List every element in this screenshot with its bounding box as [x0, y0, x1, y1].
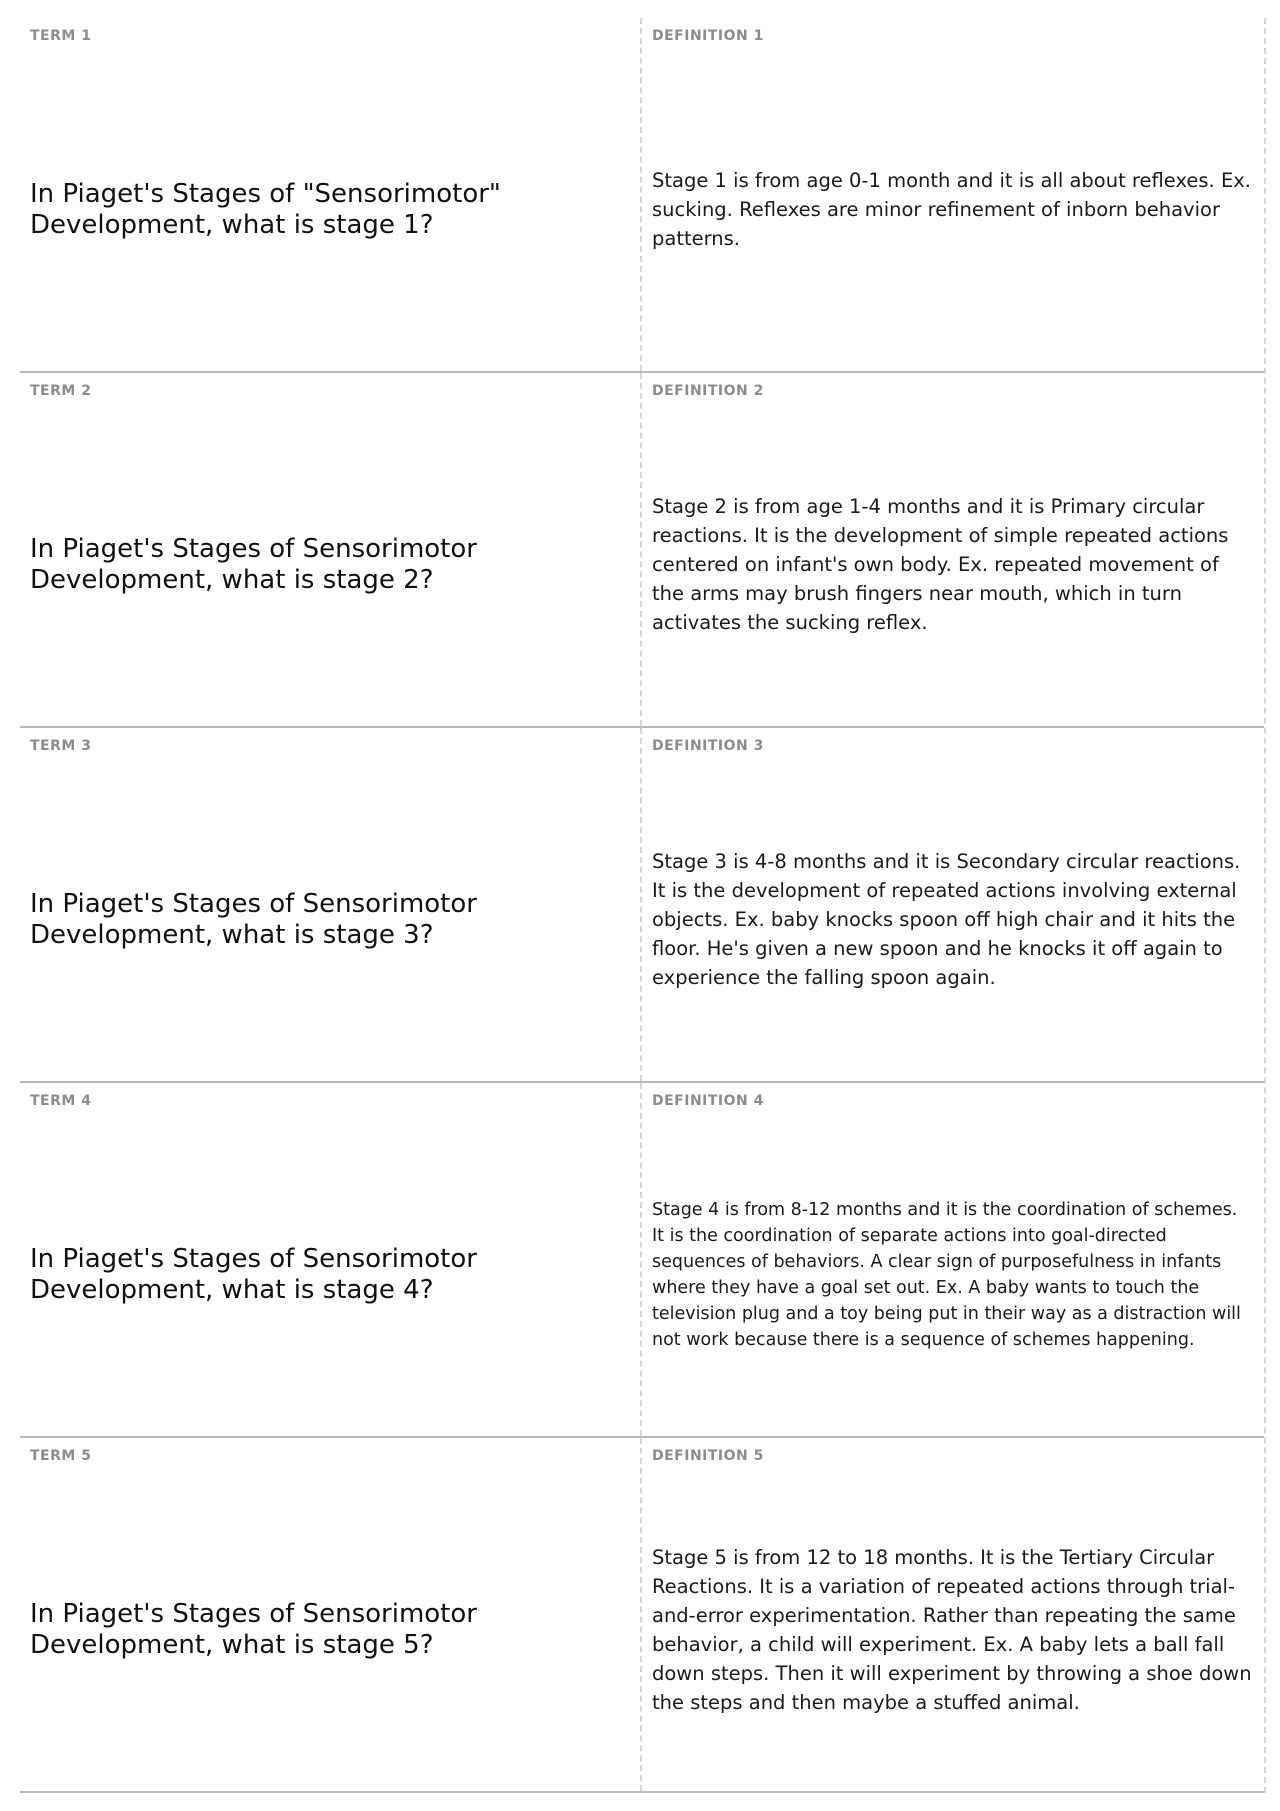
term-cell	[20, 1438, 642, 1791]
term-label: TERM 5	[30, 1448, 92, 1464]
term-text: In Piaget's Stages of Sensorimotor Development, what is stage 5?	[30, 1598, 477, 1660]
term-cell	[20, 18, 642, 371]
term-label: TERM 2	[30, 383, 92, 399]
term-body	[30, 1123, 630, 1426]
term-body	[30, 413, 630, 716]
flashcard-row-3	[20, 728, 1264, 1083]
term-body	[30, 58, 630, 361]
term-cell	[20, 728, 642, 1081]
term-body	[30, 768, 630, 1071]
definition-label: DEFINITION 4	[652, 1093, 764, 1109]
definition-text: Stage 3 is 4-8 months and it is Secondary circular reactions. It is the development of repeated actions involving external objects. Ex. baby knocks spoon off high chair and it hits the floor. He's given a new spoon and he knocks it off again to experience the falling spoon again.	[652, 850, 1241, 989]
definition-text: Stage 4 is from 8-12 months and it is the coordination of schemes. It is the coordination of separate actions into goal-directed sequences of behaviors. A clear sign of purposefulness in infants where they have a goal set out. Ex. A baby wants to touch the television plug and a toy being put in their way as a distraction will not work because there is a sequence of schemes happening.	[652, 1199, 1241, 1350]
definition-body	[652, 1478, 1254, 1781]
definition-body	[652, 768, 1254, 1071]
term-label: TERM 3	[30, 738, 92, 754]
flashcard-row-2	[20, 373, 1264, 728]
definition-label: DEFINITION 5	[652, 1448, 764, 1464]
definition-body	[652, 1123, 1254, 1426]
term-text: In Piaget's Stages of Sensorimotor Development, what is stage 2?	[30, 533, 477, 595]
definition-cell	[642, 18, 1264, 371]
definition-label: DEFINITION 1	[652, 28, 764, 44]
definition-body	[652, 413, 1254, 716]
flashcard-row-5	[20, 1438, 1264, 1793]
flashcard-row-4	[20, 1083, 1264, 1438]
definition-cell	[642, 373, 1264, 726]
definition-body	[652, 58, 1254, 361]
term-text: In Piaget's Stages of Sensorimotor Development, what is stage 4?	[30, 1243, 477, 1305]
definition-cell	[642, 1438, 1264, 1791]
flashcard-sheet	[20, 18, 1266, 1793]
definition-text: Stage 1 is from age 0-1 month and it is all about reflexes. Ex. sucking. Reflexes are minor refinement of inborn behavior patterns.	[652, 169, 1252, 250]
definition-text: Stage 5 is from 12 to 18 months. It is the Tertiary Circular Reactions. It is a variation of repeated actions through trial-and-error experimentation. Rather than repeating the same behavior, a child will experiment. Ex. A baby lets a ball fall down steps. Then it will experiment by throwing a shoe down the steps and then maybe a stuffed animal.	[652, 1545, 1252, 1714]
term-label: TERM 4	[30, 1093, 92, 1109]
definition-label: DEFINITION 2	[652, 383, 764, 399]
term-body	[30, 1478, 630, 1781]
definition-cell	[642, 728, 1264, 1081]
definition-text: Stage 2 is from age 1-4 months and it is Primary circular reactions. It is the development of simple repeated actions centered on infant's own body. Ex. repeated movement of the arms may brush fingers near mouth, which in turn activates the sucking reflex.	[652, 495, 1229, 634]
term-cell	[20, 373, 642, 726]
term-cell	[20, 1083, 642, 1436]
term-text: In Piaget's Stages of Sensorimotor Development, what is stage 3?	[30, 888, 477, 950]
definition-label: DEFINITION 3	[652, 738, 764, 754]
term-label: TERM 1	[30, 28, 92, 44]
flashcard-row-1	[20, 18, 1264, 373]
definition-cell	[642, 1083, 1264, 1436]
term-text: In Piaget's Stages of "Sensorimotor" Development, what is stage 1?	[30, 178, 501, 240]
